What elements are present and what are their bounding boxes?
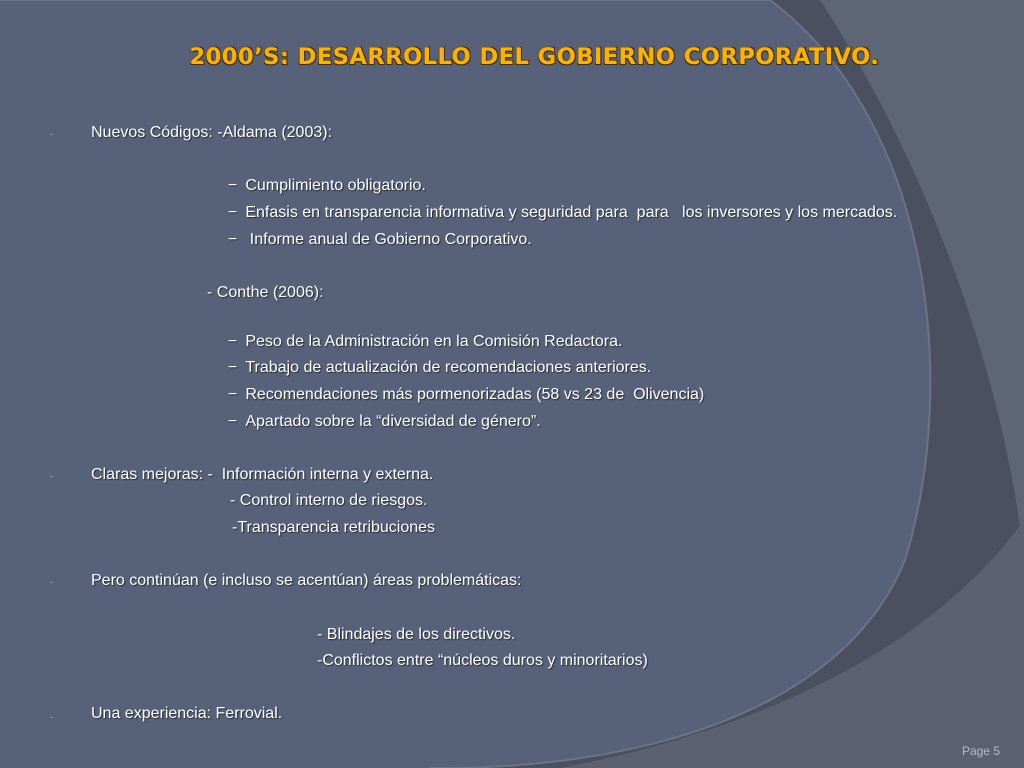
sub-bullet-marker: −: [228, 333, 238, 350]
aldama-item-2-text: Enfasis en transparencia informativa y seguridad para para los inversores y los mercados.: [245, 204, 898, 221]
bullet-marker: -: [50, 471, 53, 481]
conthe-item-2: [228, 359, 651, 377]
slide-title: 2000’S: DESARROLLO DEL GOBIERNO CORPORATIVO.: [189, 44, 880, 70]
conthe-item-1-text: Peso de la Administración en la Comisión Redactora.: [245, 333, 623, 350]
aldama-item-2: [228, 204, 897, 222]
conthe-item-3-text: Recomendaciones más pormenorizadas (58 vs 23 de Olivencia): [245, 386, 705, 403]
conthe-item-4: [228, 413, 541, 431]
aldama-item-1-text: Cumplimiento obligatorio.: [245, 177, 426, 194]
pero-continuan-line: Pero continúan (e incluso se acentúan) áreas problemáticas:: [91, 572, 522, 589]
sub-bullet-marker: −: [228, 359, 238, 376]
bullet-marker: -: [50, 712, 53, 722]
sub-bullet-marker: −: [228, 204, 238, 221]
bullet-marker: -: [50, 129, 53, 139]
aldama-item-3: [228, 231, 532, 249]
conflictos-line: -Conflictos entre “núcleos duros y minoritarios): [317, 652, 648, 669]
mejoras-control-line: - Control interno de riesgos.: [230, 492, 428, 509]
aldama-item-3-text: Informe anual de Gobierno Corporativo.: [245, 231, 532, 248]
mejoras-transparencia-line: -Transparencia retribuciones: [232, 519, 436, 536]
conthe-item-1: [228, 333, 622, 351]
conthe-item-3: [228, 386, 704, 404]
nuevos-codigos-line: Nuevos Códigos: -Aldama (2003):: [91, 124, 333, 141]
sub-bullet-marker: −: [228, 386, 238, 403]
bullet-marker: -: [50, 577, 53, 587]
aldama-item-1: [228, 177, 426, 195]
experiencia-line: Una experiencia: Ferrovial.: [91, 705, 283, 722]
page-number: Page 5: [961, 744, 1000, 758]
sub-bullet-marker: −: [228, 177, 238, 194]
conthe-line: - Conthe (2006):: [207, 284, 324, 301]
sub-bullet-marker: −: [228, 413, 238, 430]
blindajes-line: - Blindajes de los directivos.: [317, 626, 516, 643]
conthe-item-2-text: Trabajo de actualización de recomendaciones anteriores.: [245, 359, 652, 376]
conthe-item-4-text: Apartado sobre la “diversidad de género”.: [245, 413, 541, 430]
claras-mejoras-line: Claras mejoras: - Información interna y externa.: [91, 466, 434, 483]
sub-bullet-marker: −: [228, 231, 238, 248]
